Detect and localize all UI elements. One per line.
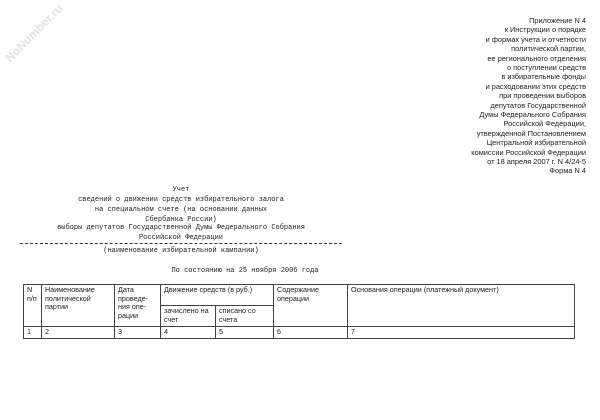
appendix-header (386, 16, 586, 167)
watermark: NoNumber.ru (2, 1, 66, 65)
campaign-dashed-line (20, 243, 342, 244)
appendix-line: о поступлении средств (506, 63, 586, 73)
header-credited: зачислено на счет (161, 306, 216, 327)
title-line: Учет (172, 186, 190, 194)
appendix-line: депутатов Государственной (490, 100, 586, 110)
election-line: выборы депутатов Государственной Думы Федерального Собрания (57, 224, 305, 232)
header-basis: Основания операции (платежный документ) (348, 285, 575, 327)
appendix-line: в избирательные фонды (501, 72, 586, 82)
appendix-line: и формах учета и отчетности (485, 34, 586, 44)
appendix-line: к Инструкции о порядке (504, 25, 586, 35)
appendix-line: утвержденной Постановлением (476, 128, 586, 138)
column-number: 4 (161, 327, 216, 339)
appendix-line: от 18 апреля 2007 г. N 4/24-5 (487, 157, 586, 167)
appendix-line: комиссии Российской Федерации (471, 147, 586, 157)
header-movement: Движение средств (в руб.) (161, 285, 274, 306)
appendix-line: Думы Федерального Собрания (479, 110, 586, 120)
header-party: Наименование политической партии (42, 285, 115, 327)
as-of-date: По состоянию на 25 ноября 2006 года (171, 267, 319, 275)
title-line: сведений о движении средств избирательного залога (78, 196, 284, 204)
election-line: Российской Федерации (138, 234, 223, 242)
column-number: 1 (24, 327, 42, 339)
column-number: 5 (216, 327, 274, 339)
column-number: 3 (115, 327, 161, 339)
appendix-line: политической партии, (511, 44, 586, 54)
column-number: 6 (274, 327, 348, 339)
column-number: 2 (42, 327, 115, 339)
appendix-line: и расходовании этих средств (485, 81, 586, 91)
election-name (20, 223, 342, 243)
header-date: Дата проведе- ния опе- рации (115, 285, 161, 327)
appendix-line: при проведении выборов (499, 91, 586, 101)
header-debited: списано со счета (216, 306, 274, 327)
appendix-line: Российской Федерации, (503, 119, 586, 129)
header-content: Содержание операции (274, 285, 348, 327)
title-line: на специальном счете (на основании данных (94, 206, 268, 214)
header-num: N п/п (24, 285, 42, 327)
operations-table (23, 284, 575, 339)
form-number: Форма N 4 (549, 166, 586, 175)
appendix-line: Центральной избирательной (486, 138, 586, 148)
column-number: 7 (348, 327, 575, 339)
appendix-line: Приложение N 4 (529, 16, 586, 25)
appendix-line: ее регионального отделения (487, 53, 586, 63)
title-line: Сбербанка России) (145, 216, 217, 224)
campaign-caption: (наименование избирательной кампании) (103, 247, 259, 255)
document-title (20, 185, 342, 225)
